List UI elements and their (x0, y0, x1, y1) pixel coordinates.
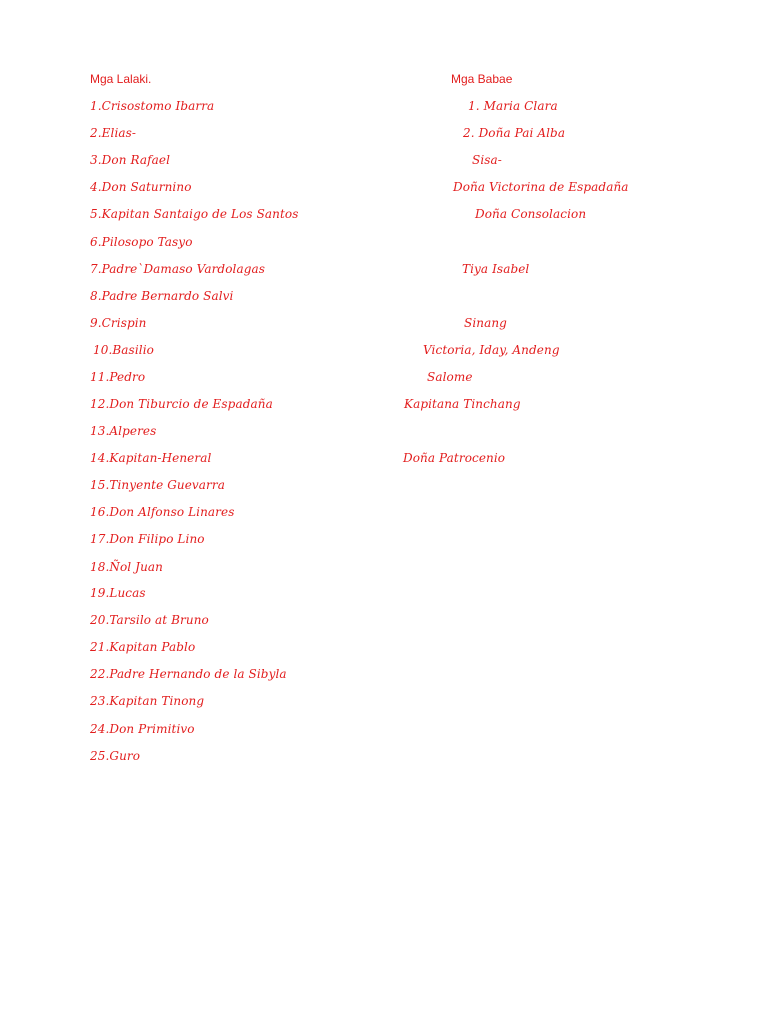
male-character-item: 19.Lucas (90, 586, 146, 600)
female-column-heading: Mga Babae (451, 72, 513, 86)
male-character-item: 14.Kapitan-Heneral (90, 451, 212, 465)
male-character-item: 12.Don Tiburcio de Espadaña (90, 397, 273, 411)
male-character-item: 7.Padre`Damaso Vardolagas (90, 262, 266, 276)
female-character-item: Sinang (464, 316, 507, 330)
female-character-item: 1. Maria Clara (468, 99, 558, 113)
female-character-item: Doña Patrocenio (403, 451, 506, 465)
male-character-item: 16.Don Alfonso Linares (90, 505, 235, 519)
male-character-item: 25.Guro (90, 749, 141, 763)
male-character-item: 18.Ñol Juan (90, 560, 163, 574)
male-character-item: 2.Elias- (90, 126, 137, 140)
male-character-item: 6.Pilosopo Tasyo (90, 235, 193, 249)
female-character-item: Salome (427, 370, 473, 384)
male-character-item: 23.Kapitan Tinong (90, 694, 205, 708)
male-character-item: 24.Don Primitivo (90, 722, 195, 736)
male-character-item: 1.Crisostomo Ibarra (90, 99, 215, 113)
male-character-item: 22.Padre Hernando de la Sibyla (90, 667, 287, 681)
male-character-item: 9.Crispin (90, 316, 147, 330)
male-character-item: 15.Tinyente Guevarra (90, 478, 225, 492)
male-character-item: 5.Kapitan Santaigo de Los Santos (90, 207, 299, 221)
male-character-item: 4.Don Saturnino (90, 180, 192, 194)
female-character-item: Tiya Isabel (462, 262, 530, 276)
female-character-item: Doña Consolacion (475, 207, 587, 221)
female-character-item: Kapitana Tinchang (404, 397, 521, 411)
male-character-item: 20.Tarsilo at Bruno (90, 613, 209, 627)
male-character-item: 3.Don Rafael (90, 153, 171, 167)
male-character-item: 13.Alperes (90, 424, 157, 438)
male-character-item: 8.Padre Bernardo Salvi (90, 289, 234, 303)
male-character-item: 17.Don Filipo Lino (90, 532, 205, 546)
male-character-item: 11.Pedro (90, 370, 146, 384)
male-character-item: 10.Basilio (93, 343, 154, 357)
male-column-heading: Mga Lalaki. (90, 72, 152, 86)
male-character-item: 21.Kapitan Pablo (90, 640, 196, 654)
female-character-item: Victoria, Iday, Andeng (423, 343, 560, 357)
female-character-item: Sisa- (472, 153, 502, 167)
female-character-item: 2. Doña Pai Alba (463, 126, 566, 140)
female-character-item: Doña Victorina de Espadaña (453, 180, 629, 194)
